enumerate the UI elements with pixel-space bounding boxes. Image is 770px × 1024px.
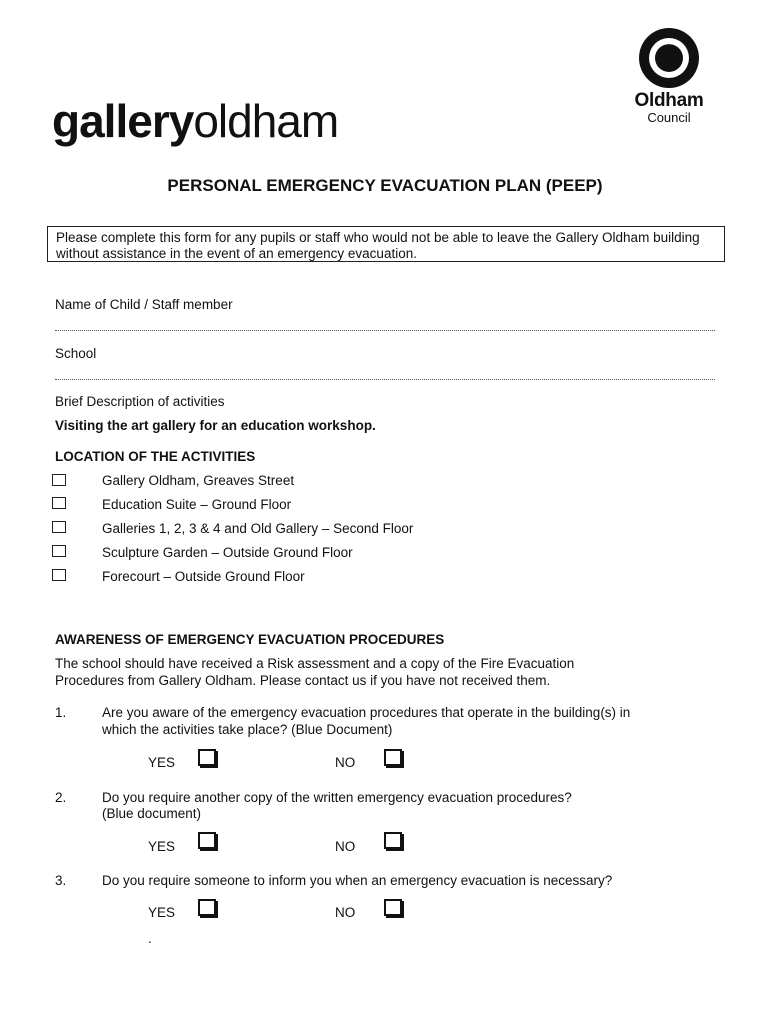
location-item-4: Sculpture Garden – Outside Ground Floor (102, 545, 353, 560)
name-label: Name of Child / Staff member (55, 297, 233, 312)
location-heading: LOCATION OF THE ACTIVITIES (55, 449, 256, 464)
question-3-no-checkbox[interactable] (384, 899, 402, 916)
awareness-heading: AWARENESS OF EMERGENCY EVACUATION PROCEDURES (55, 632, 445, 647)
location-item-2: Education Suite – Ground Floor (102, 497, 292, 512)
question-1-yes-checkbox[interactable] (198, 749, 216, 766)
oldham-council-logo (620, 26, 720, 126)
location-checkbox-5[interactable] (52, 569, 66, 581)
question-1-line2: which the activities take place? (Blue Document) (102, 722, 393, 737)
question-2-yes-label: YES (148, 839, 176, 854)
question-2-number: 2. (55, 790, 67, 805)
question-2-no-label: NO (335, 839, 356, 854)
question-2-line1: Do you require another copy of the written emergency evacuation procedures? (102, 790, 572, 805)
location-checkbox-4[interactable] (52, 545, 66, 557)
location-checkbox-2[interactable] (52, 497, 66, 509)
question-2-line2: (Blue document) (102, 806, 202, 821)
activities-label: Brief Description of activities (55, 394, 225, 409)
question-1-no-checkbox[interactable] (384, 749, 402, 766)
location-checkbox-1[interactable] (52, 474, 66, 486)
awareness-text-line1: The school should have received a Risk assessment and a copy of the Fire Evacuation (55, 656, 575, 671)
location-checkbox-3[interactable] (52, 521, 66, 533)
question-3-no-label: NO (335, 905, 356, 920)
location-item-3: Galleries 1, 2, 3 & 4 and Old Gallery – Second Floor (102, 521, 414, 536)
awareness-text-line2: Procedures from Gallery Oldham. Please contact us if you have not received them. (55, 673, 551, 688)
question-1-yes-label: YES (148, 755, 176, 770)
trailing-mark: . (148, 931, 152, 946)
gallery-oldham-logo (52, 96, 338, 146)
school-field[interactable] (55, 377, 715, 380)
logo-oldham-text: oldham (193, 95, 339, 147)
logo-gallery-text: gallery (52, 95, 194, 147)
question-1-no-label: NO (335, 755, 356, 770)
council-name: Oldham (634, 90, 704, 111)
question-1-line1: Are you aware of the emergency evacuation procedures that operate in the building(s) in (102, 705, 631, 720)
council-ring-icon (637, 26, 701, 90)
name-field[interactable] (55, 328, 715, 331)
intro-box: Please complete this form for any pupils or staff who would not be able to leave the Gallery Oldham building without assistance in the event of an emergency evacuation. (47, 226, 725, 262)
location-item-5: Forecourt – Outside Ground Floor (102, 569, 305, 584)
question-2-no-checkbox[interactable] (384, 832, 402, 849)
council-sub: Council (647, 110, 691, 125)
question-3-number: 3. (55, 873, 67, 888)
question-2-yes-checkbox[interactable] (198, 832, 216, 849)
question-3-yes-label: YES (148, 905, 176, 920)
activities-value[interactable]: Visiting the art gallery for an education workshop. (55, 418, 376, 433)
question-1-number: 1. (55, 705, 67, 720)
question-3-yes-checkbox[interactable] (198, 899, 216, 916)
location-item-1: Gallery Oldham, Greaves Street (102, 473, 295, 488)
school-label: School (55, 346, 97, 361)
question-3-line1: Do you require someone to inform you when an emergency evacuation is necessary? (102, 873, 613, 888)
page-title: PERSONAL EMERGENCY EVACUATION PLAN (PEEP) (167, 176, 603, 195)
